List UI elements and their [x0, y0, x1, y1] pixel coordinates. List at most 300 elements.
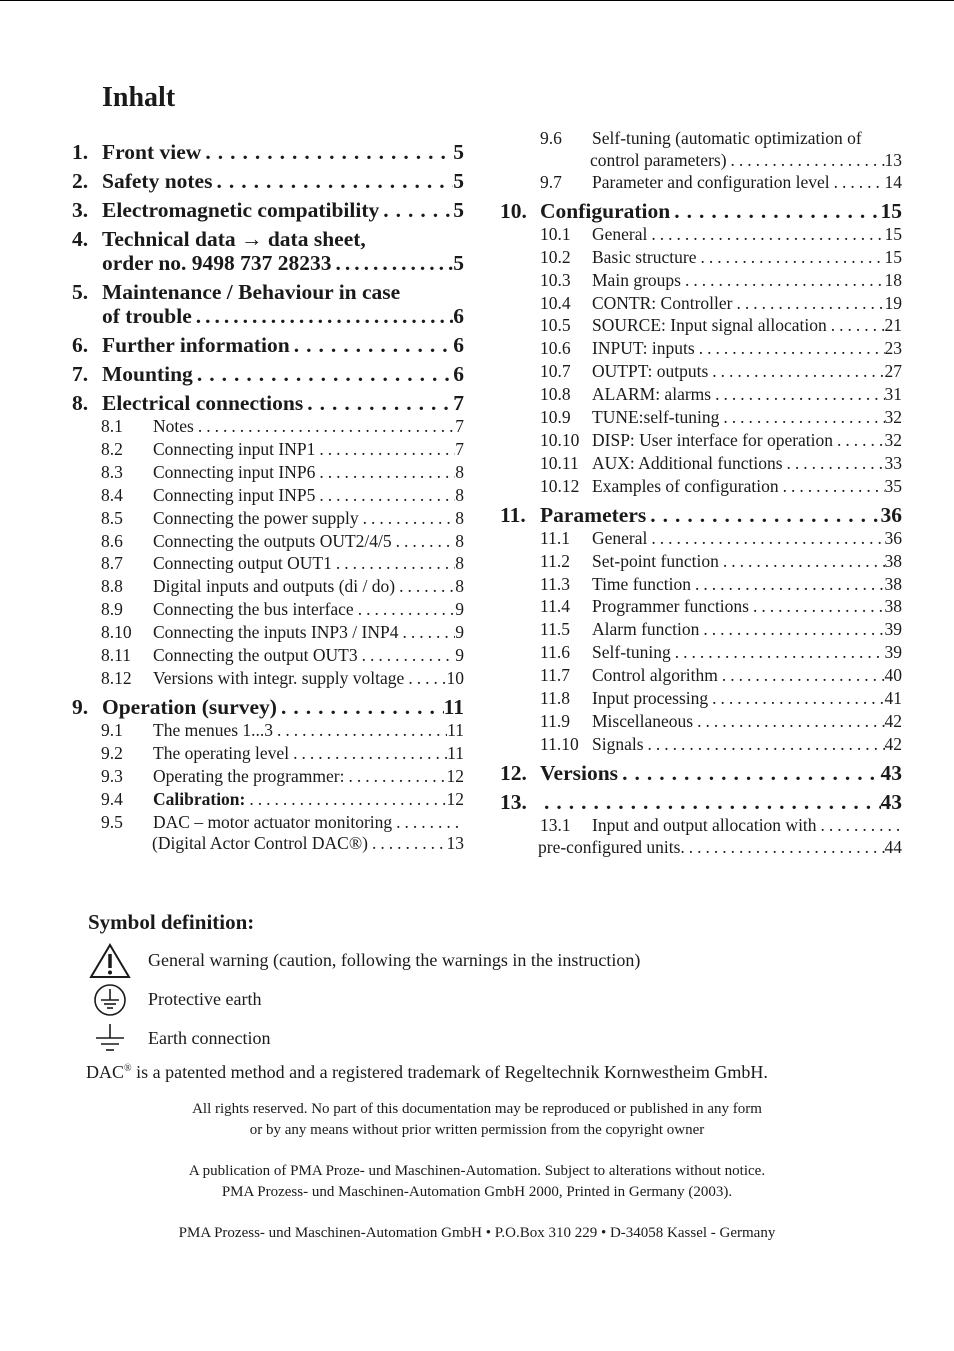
toc-subentry[interactable] [500, 475, 902, 498]
toc-subentry[interactable] [500, 573, 902, 596]
publication-line-1: A publication of PMA Proze- und Maschinen-Automation. Subject to alterations without notice. [188, 1163, 766, 1179]
toc-subentry-label: Self-tuning [592, 642, 671, 663]
dot-leader [368, 833, 447, 854]
toc-subentry-label: General [592, 223, 648, 244]
toc-page-number: 11 [447, 719, 464, 740]
toc-subentry-number: 8.5 [101, 507, 123, 528]
toc-subentry-number: 8.8 [101, 576, 123, 597]
toc-subentry[interactable] [72, 575, 464, 598]
dot-leader [201, 140, 453, 164]
dot-leader [830, 171, 885, 194]
toc-subentry-label: Versions with integr. supply voltage [153, 667, 405, 688]
toc-subentry[interactable] [72, 530, 464, 553]
toc-page-number: 13 [884, 149, 902, 170]
toc-entry-label: Further information [102, 333, 290, 357]
toc-entry-number: 1. [72, 140, 89, 164]
dot-leader [693, 710, 884, 733]
toc-page-number: 31 [884, 384, 902, 405]
toc-subentry-label: Basic structure [592, 246, 697, 267]
toc-entry-number: 2. [72, 169, 89, 193]
toc-subentry-label: Connecting the output OUT3 [153, 645, 358, 666]
toc-subentry-number: 11.1 [540, 527, 570, 548]
toc-page-number: 15 [884, 246, 902, 267]
toc-subentry-label: Control algorithm [592, 665, 718, 686]
toc-page-number: 23 [884, 338, 902, 359]
dot-leader [691, 573, 884, 596]
toc-subentry-number: 10.11 [540, 452, 579, 473]
toc-entry-7[interactable] [72, 357, 464, 386]
toc-subentry-label: General [592, 527, 648, 548]
toc-subentry-label: Examples of configuration [592, 475, 779, 496]
top-rule [0, 0, 954, 1]
toc-subentry-label: Digital inputs and outputs (di / do) [153, 576, 396, 597]
toc-page-number: 18 [884, 269, 902, 290]
symbol-warning-text: General warning (caution, following the warnings in the instruction) [148, 950, 641, 970]
footer-rights [0, 1099, 954, 1141]
toc-page-number: 9 [455, 622, 464, 643]
dot-leader [540, 790, 881, 814]
toc-subentry-number: 8.4 [101, 484, 123, 505]
toc-entry-number: 11. [500, 502, 526, 527]
toc-subentry-13-1-continued[interactable] [500, 837, 902, 858]
toc-entry-label-continued: order no. 9498 737 28233 [102, 251, 332, 275]
toc-subentry-number: 10.3 [540, 269, 571, 290]
dot-leader [332, 552, 455, 575]
toc-entry-number: 9. [72, 694, 89, 719]
toc-subentry-number: 9.5 [101, 811, 123, 832]
toc-subentry[interactable] [72, 461, 464, 484]
toc-subentry[interactable] [500, 406, 902, 429]
toc-entry-5[interactable] [72, 275, 464, 304]
toc-page-number: 38 [884, 573, 902, 594]
dot-leader [732, 292, 884, 315]
toc-entry-5-continued[interactable] [72, 304, 464, 328]
toc-subentry-number: 11.6 [540, 642, 570, 663]
toc-entry-label: Electromagnetic compatibility [102, 198, 380, 222]
toc-page-number: 43 [880, 760, 902, 785]
dot-leader [392, 530, 456, 553]
earth-ground-icon [88, 1020, 132, 1058]
toc-subentry[interactable] [500, 595, 902, 618]
toc-subentry-label: Alarm function [592, 619, 700, 640]
toc-subentry-label: TUNE:self-tuning [592, 407, 720, 428]
toc-page-number: 35 [884, 475, 902, 496]
dot-leader [685, 837, 885, 858]
toc-page-number: 36 [884, 527, 902, 548]
toc-subentry-number: 10.10 [540, 429, 580, 450]
toc-subentry-number: 9.4 [101, 788, 123, 809]
toc-subentry-number: 10.6 [540, 338, 571, 359]
footer-publication [0, 1161, 954, 1203]
toc-page-number: 21 [884, 315, 902, 336]
toc-page-number: 15 [884, 223, 902, 244]
toc-subentry[interactable] [72, 621, 464, 644]
toc-subentry-label: Connecting the inputs INP3 / INP4 [153, 622, 399, 643]
toc-subentry[interactable] [500, 618, 902, 641]
dot-leader [354, 598, 456, 621]
toc-subentry-label: Input processing [592, 688, 709, 709]
toc-subentry[interactable] [500, 452, 902, 475]
dot-leader [332, 251, 454, 275]
toc-page-number: 33 [884, 452, 902, 473]
toc-subentry-label: Connecting output OUT1 [153, 553, 332, 574]
dot-leader [719, 406, 884, 429]
dot-leader [245, 788, 446, 811]
dot-leader [358, 644, 456, 667]
toc-page-number: 8 [455, 553, 464, 574]
toc-entry-label: Versions [540, 760, 619, 785]
dot-leader [212, 169, 453, 193]
toc-subentry[interactable] [72, 415, 464, 438]
toc-subentry-9-6-continued[interactable] [500, 150, 902, 171]
toc-subentry[interactable] [500, 314, 902, 337]
toc-subentry[interactable] [500, 223, 902, 246]
toc-subentry-number: 13.1 [540, 814, 571, 835]
dot-leader [290, 333, 454, 357]
toc-subentry-number: 10.2 [540, 246, 571, 267]
toc-subentry[interactable] [500, 360, 902, 383]
toc-entry-13[interactable] [500, 785, 902, 814]
toc-page-number: 8 [455, 507, 464, 528]
publication-line-2: PMA Prozess- und Maschinen-Automation GmbH 2000, Printed in Germany (2003). [221, 1184, 733, 1200]
toc-subentry-label-continued: (Digital Actor Control DAC®) [152, 833, 368, 854]
toc-page-number: 7 [455, 416, 464, 436]
toc-entry-number: 5. [72, 280, 89, 304]
dot-leader [289, 742, 447, 765]
toc-subentry-label: Programmer functions [592, 596, 749, 617]
toc-page-number: 36 [880, 502, 902, 527]
dac-note-text: is a patented method and a registered trademark of Regeltechnik Kornwestheim GmbH. [131, 1062, 768, 1082]
toc-subentry-number: 8.12 [101, 667, 132, 688]
toc-subentry-label: Notes [153, 416, 194, 436]
dot-leader [696, 246, 884, 269]
toc-subentry[interactable] [500, 171, 902, 194]
toc-subentry[interactable] [500, 687, 902, 710]
dot-leader [783, 452, 885, 475]
toc-subentry-number: 11.7 [540, 665, 570, 686]
toc-entry-2[interactable] [72, 164, 464, 193]
dot-leader [671, 641, 885, 664]
toc-subentry-label: Input and output allocation with [592, 814, 817, 835]
dot-leader [303, 391, 453, 415]
toc-left-column [72, 135, 464, 854]
toc-subentry[interactable] [72, 598, 464, 621]
toc-page-number: 42 [884, 710, 902, 731]
toc-page-number: 6 [453, 333, 464, 357]
toc-subentry-13-1[interactable] [500, 814, 902, 837]
toc-page-number: 5 [453, 169, 464, 193]
toc-entry-label-continued: of trouble [102, 304, 192, 328]
toc-subentry-label: Connecting the outputs OUT2/4/5 [153, 530, 392, 551]
toc-subentry-label: Connecting the power supply [153, 507, 359, 528]
toc-subentry-label: Parameter and configuration level [592, 171, 830, 192]
toc-subentry[interactable] [72, 719, 464, 742]
toc-subentry-number: 10.7 [540, 361, 571, 382]
toc-subentry-number: 10.12 [540, 475, 580, 496]
symbol-protective-earth-text: Protective earth [148, 989, 262, 1009]
toc-page-number: 38 [884, 550, 902, 571]
toc-entry-8[interactable] [72, 386, 464, 415]
toc-subentry[interactable] [500, 710, 902, 733]
toc-subentry-label: Self-tuning (automatic optimization of [592, 128, 862, 148]
symbol-row-protective-earth [88, 980, 908, 1019]
registered-mark: ® [124, 1063, 132, 1074]
toc-subentry-label: Connecting input INP6 [153, 461, 316, 482]
toc-subentry-label: Connecting the bus interface [153, 599, 354, 620]
toc-subentry-label: Calibration: [153, 788, 246, 809]
dot-leader [392, 811, 464, 834]
toc-subentry-number: 8.7 [101, 553, 123, 574]
dot-leader [827, 314, 885, 337]
footer-address [0, 1223, 954, 1244]
toc-page-number: 42 [884, 733, 902, 754]
toc-entry-number: 13. [500, 789, 527, 814]
toc-entry-number: 10. [500, 198, 527, 223]
toc-subentry-number: 9.7 [540, 171, 562, 192]
toc-entry-label: Maintenance / Behaviour in case [102, 280, 401, 304]
dot-leader [749, 595, 885, 618]
toc-entry-number: 8. [72, 391, 89, 415]
toc-subentry[interactable] [72, 788, 464, 811]
dot-leader [817, 814, 902, 837]
toc-entry-label: Mounting [102, 362, 193, 386]
dot-leader [193, 362, 453, 386]
dot-leader [273, 719, 447, 742]
toc-subentry[interactable] [72, 552, 464, 575]
toc-page-number: 43 [880, 789, 902, 814]
dot-leader [277, 695, 444, 719]
toc-subentry-label: Signals [592, 733, 644, 754]
toc-entry-number: 7. [72, 362, 89, 386]
toc-entry-number: 3. [72, 198, 89, 222]
dot-leader [708, 360, 884, 383]
dot-leader [192, 304, 453, 328]
dot-leader [618, 761, 880, 785]
dot-leader [708, 687, 884, 710]
toc-subentry-number: 9.3 [101, 765, 123, 786]
toc-subentry[interactable] [500, 246, 902, 269]
toc-subentry[interactable] [500, 292, 902, 315]
toc-page-number: 5 [453, 140, 464, 164]
toc-subentry-9-5[interactable] [72, 811, 464, 834]
toc-subentry-number: 11.9 [540, 710, 570, 731]
toc-page-number: 9 [455, 645, 464, 666]
toc-page-number: 27 [884, 361, 902, 382]
toc-page-number: 7 [455, 438, 464, 459]
toc-subentry-number: 10.1 [540, 223, 571, 244]
dot-leader [315, 484, 455, 507]
toc-subentry-label: AUX: Additional functions [592, 452, 783, 473]
toc-page-number: 8 [455, 530, 464, 551]
toc-subentry-label: Miscellaneous [592, 710, 694, 731]
toc-entry-3[interactable] [72, 193, 464, 222]
toc-page-number: 39 [884, 642, 902, 663]
toc-page-number: 7 [453, 391, 464, 415]
toc-subentry-number: 8.2 [101, 438, 123, 459]
dot-leader [718, 664, 885, 687]
toc-page-number: 38 [884, 596, 902, 617]
toc-page-number: 14 [884, 171, 902, 192]
toc-subentry-number: 11.4 [540, 596, 570, 617]
toc-subentry-label: Connecting input INP1 [153, 438, 316, 459]
toc-page-number: 12 [446, 788, 464, 809]
toc-page-number: 10 [446, 667, 464, 688]
toc-entry-number: 6. [72, 333, 89, 357]
toc-subentry-number: 10.4 [540, 292, 571, 313]
toc-subentry-label: Set-point function [592, 550, 719, 571]
symbol-row-warning [88, 941, 908, 980]
toc-entry-9[interactable] [72, 690, 464, 719]
rights-line-2: or by any means without prior written permission from the copyright owner [249, 1122, 705, 1138]
toc-subentry[interactable] [500, 527, 902, 550]
toc-subentry[interactable] [72, 438, 464, 461]
toc-page-number: 44 [884, 836, 902, 857]
toc-entry-label: Safety notes [102, 169, 213, 193]
warning-triangle-icon [88, 942, 132, 980]
symbol-earth-text: Earth connection [148, 1028, 271, 1048]
toc-subentry-label: INPUT: inputs [592, 338, 695, 359]
toc-subentry[interactable] [500, 383, 902, 406]
toc-entry-label: Electrical connections [102, 391, 304, 415]
toc-page-number: 5 [453, 198, 464, 222]
dot-leader [646, 503, 880, 527]
dot-leader [681, 269, 885, 292]
toc-page-number: 13 [446, 833, 464, 854]
toc-subentry-label: OUTPT: outputs [592, 361, 709, 382]
toc-page-number: 11 [447, 742, 464, 763]
toc-subentry-number: 8.9 [101, 599, 123, 620]
dot-leader [647, 527, 884, 550]
toc-subentry[interactable] [500, 733, 902, 756]
toc-subentry[interactable] [500, 429, 902, 452]
toc-subentry-number: 9.2 [101, 742, 123, 763]
toc-entry-4[interactable] [72, 222, 464, 251]
toc-subentry[interactable] [500, 550, 902, 573]
toc-subentry-number: 10.9 [540, 407, 571, 428]
dot-leader [194, 415, 455, 438]
toc-page-number: 15 [880, 198, 902, 223]
toc-subentry-label: The operating level [153, 742, 290, 763]
rights-line-1: All rights reserved. No part of this documentation may be reproduced or published in any form [192, 1101, 762, 1117]
dot-leader [699, 618, 884, 641]
dot-leader [833, 429, 884, 452]
toc-subentry[interactable] [500, 641, 902, 664]
toc-subentry[interactable] [72, 742, 464, 765]
toc-entry-1[interactable] [72, 135, 464, 164]
toc-subentry-label: Operating the programmer: [153, 765, 345, 786]
dot-leader [315, 461, 455, 484]
toc-right-column [500, 127, 902, 858]
dot-leader [727, 150, 885, 171]
dot-leader [404, 667, 446, 690]
toc-subentry-label: DISP: User interface for operation [592, 429, 834, 450]
dac-prefix: DAC [86, 1062, 125, 1082]
dot-leader [695, 337, 885, 360]
toc-page-number: 39 [884, 619, 902, 640]
dot-leader [359, 507, 456, 530]
toc-entry-label: Technical data → data sheet, [102, 227, 366, 251]
toc-entry-number: 4. [72, 227, 89, 251]
toc-entry-11[interactable] [500, 498, 902, 527]
toc-page-number: 41 [884, 688, 902, 709]
toc-subentry-label-continued: control parameters) [590, 149, 727, 170]
address-line: PMA Prozess- und Maschinen-Automation GmbH • P.O.Box 310 229 • D-34058 Kassel - Germany [178, 1225, 776, 1241]
toc-subentry-number: 9.1 [101, 719, 123, 740]
toc-subentry-number: 8.6 [101, 530, 123, 551]
dot-leader [647, 223, 884, 246]
toc-subentry[interactable] [72, 484, 464, 507]
toc-subentry-number: 11.3 [540, 573, 570, 594]
protective-earth-icon [88, 981, 132, 1019]
toc-subentry[interactable] [500, 337, 902, 360]
toc-page-number: 19 [884, 292, 902, 313]
dot-leader [644, 733, 885, 756]
toc-page-number: 6 [453, 362, 464, 386]
toc-subentry-label: DAC – motor actuator monitoring [153, 811, 393, 832]
toc-page-number: 8 [455, 576, 464, 597]
page-title: Inhalt [102, 82, 176, 113]
dac-trademark-note [86, 1062, 908, 1083]
toc-subentry-label: The menues 1...3 [153, 719, 274, 740]
toc-subentry-number: 8.3 [101, 461, 123, 482]
dot-leader [395, 575, 455, 598]
toc-entry-6[interactable] [72, 328, 464, 357]
toc-page-number: 8 [455, 461, 464, 482]
toc-page-number: 5 [453, 251, 464, 275]
dot-leader [344, 765, 446, 788]
toc-entry-number: 12. [500, 760, 527, 785]
toc-page-number: 32 [884, 407, 902, 428]
toc-page-number: 11 [443, 694, 464, 719]
toc-entry-label: Configuration [540, 198, 671, 223]
toc-subentry-label-continued: pre-configured units. [538, 836, 685, 857]
toc-subentry-number: 8.10 [101, 622, 132, 643]
toc-subentry-label: SOURCE: Input signal allocation [592, 315, 827, 336]
symbol-definition-section [88, 910, 908, 1083]
toc-entry-4-continued[interactable] [72, 251, 464, 275]
dot-leader [711, 383, 884, 406]
toc-entry-12[interactable] [500, 756, 902, 785]
toc-subentry[interactable] [500, 664, 902, 687]
dot-leader [719, 550, 885, 573]
toc-subentry-label: CONTR: Controller [592, 292, 733, 313]
toc-subentry-label: Main groups [592, 269, 681, 290]
toc-subentry-9-5-continued[interactable] [72, 833, 464, 854]
toc-page-number: 9 [455, 599, 464, 620]
dot-leader [779, 475, 885, 498]
toc-entry-10[interactable] [500, 194, 902, 223]
toc-subentry[interactable] [72, 507, 464, 530]
toc-subentry-number: 10.5 [540, 315, 571, 336]
toc-subentry-label: ALARM: alarms [592, 384, 712, 405]
dot-leader [379, 198, 453, 222]
toc-subentry[interactable] [72, 644, 464, 667]
toc-subentry[interactable] [72, 765, 464, 788]
toc-page-number: 6 [453, 304, 464, 328]
toc-subentry-9-6[interactable] [500, 127, 902, 150]
toc-entry-label: Parameters [540, 502, 647, 527]
toc-subentry[interactable] [72, 667, 464, 690]
toc-subentry-number: 8.11 [101, 645, 131, 666]
toc-subentry-label: Connecting input INP5 [153, 484, 316, 505]
toc-subentry[interactable] [500, 269, 902, 292]
toc-page-number: 8 [455, 484, 464, 505]
toc-subentry-number: 8.1 [101, 416, 123, 436]
dot-leader [315, 438, 455, 461]
toc-page-number: 40 [884, 665, 902, 686]
symbol-row-earth [88, 1019, 908, 1058]
toc-subentry-number: 11.10 [540, 733, 579, 754]
